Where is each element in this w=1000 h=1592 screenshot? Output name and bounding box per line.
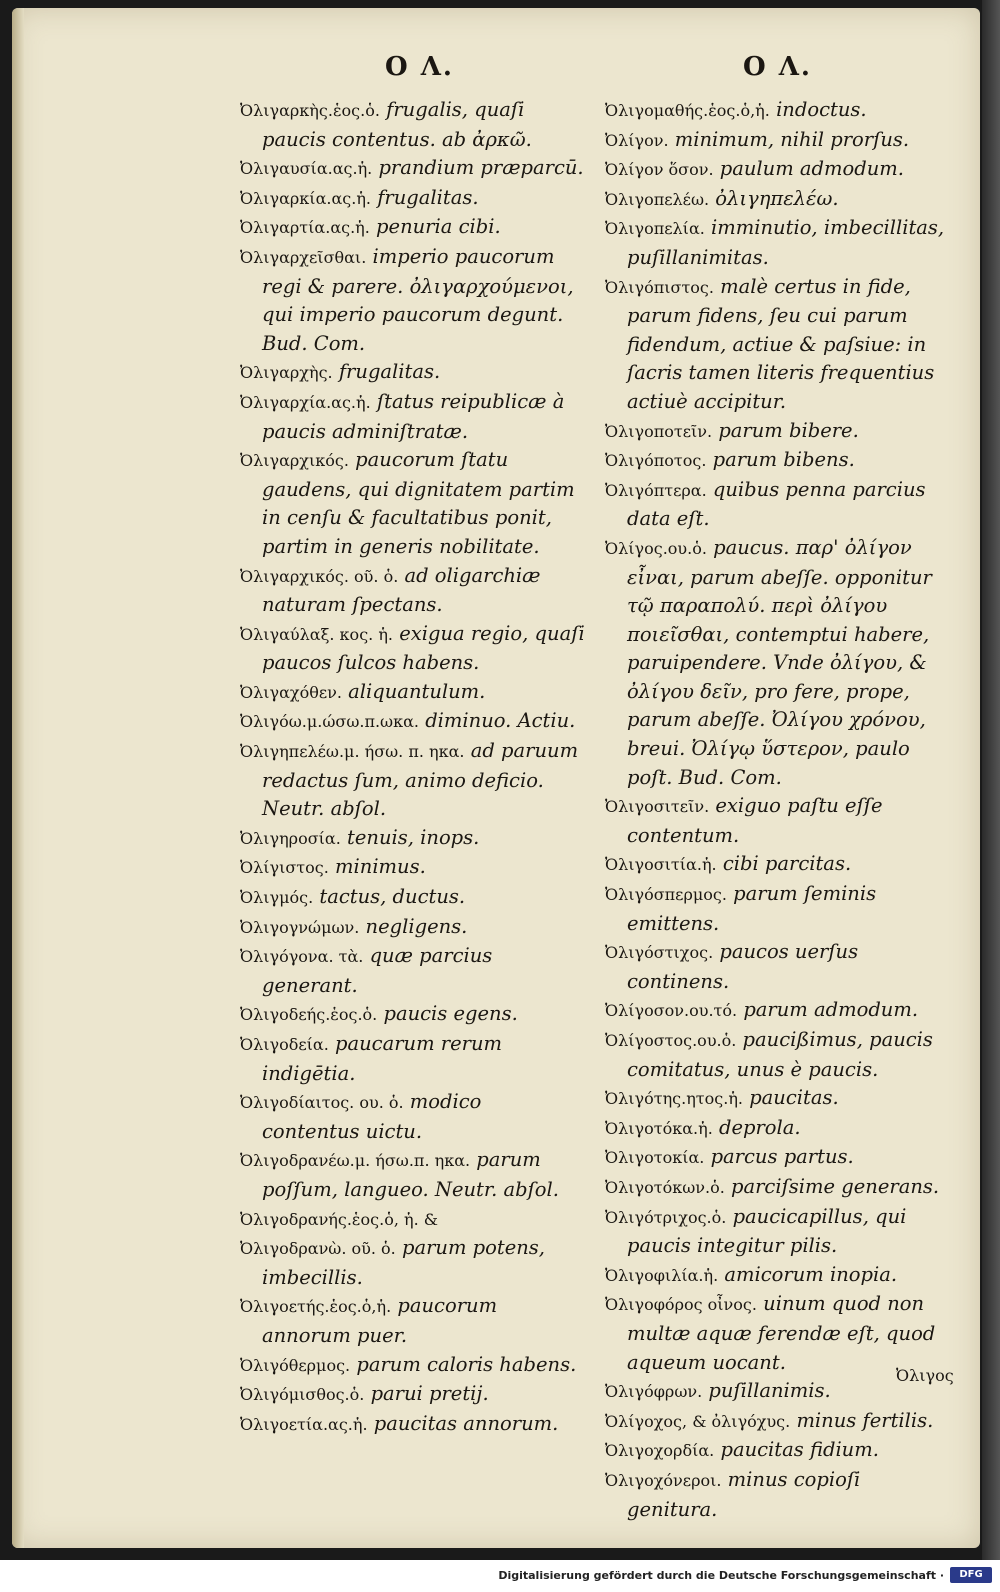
dictionary-entry xyxy=(240,562,585,620)
latin-gloss: puſillanimis. xyxy=(708,1379,831,1403)
latin-gloss: cibi parcitas. xyxy=(722,852,852,876)
latin-gloss: uinum quod non multæ aquæ ferendæ eſt, quod aqueum uocant. xyxy=(627,1292,936,1374)
dictionary-entry xyxy=(240,1380,585,1410)
latin-gloss: indoctus. xyxy=(776,98,867,121)
latin-gloss: parum admodum. xyxy=(743,998,919,1022)
latin-gloss: frugalitas. xyxy=(338,360,441,384)
dictionary-entry xyxy=(605,850,950,880)
greek-headword: Ὀλιγοπελέω. xyxy=(605,189,710,209)
greek-headword: Ὀλιγόγονα. τὰ. xyxy=(240,947,364,967)
greek-headword: Ὀλιγοετής.ἑος.ὁ,ἡ. xyxy=(240,1297,392,1317)
latin-gloss: minimus. xyxy=(335,855,426,879)
greek-headword: Ὀλιγόποτος. xyxy=(605,451,707,471)
latin-gloss: tenuis, inops. xyxy=(347,825,480,849)
greek-headword: Ὀλιγοποτεῖν. xyxy=(605,421,713,441)
greek-headword: Ὀλιγόπτερα. xyxy=(605,480,707,500)
latin-gloss: malè certus in fide, parum fidens, ſeu cui parum fidendum, actiue & paſsiue: in ſacris tamen literis frequentius actiuè accipitur. xyxy=(627,274,935,413)
greek-headword: Ὀλιγαρτία.ας.ἡ. xyxy=(240,218,370,238)
scan-edge xyxy=(982,0,1000,1560)
latin-gloss: paucitas annorum. xyxy=(373,1411,559,1435)
dictionary-entry xyxy=(240,1234,585,1292)
latin-gloss: paucißimus, paucis comitatus, unus è paucis. xyxy=(627,1028,933,1081)
footer-bar xyxy=(0,1560,1000,1592)
greek-headword: Ὀλιγαρχὴς. xyxy=(240,363,333,383)
latin-gloss: parum caloris habens. xyxy=(356,1352,577,1376)
dictionary-entry xyxy=(605,1114,950,1144)
latin-gloss: parum poſſum, langueo. Neutr. abſol. xyxy=(262,1148,559,1201)
dictionary-entry xyxy=(240,243,585,358)
greek-headword: Ὀλίγοστος.ου.ὁ. xyxy=(605,1031,737,1050)
latin-gloss: parui pretij. xyxy=(370,1382,489,1406)
dictionary-entry xyxy=(240,913,585,943)
dictionary-entry xyxy=(605,880,950,938)
greek-headword: Ὀλιγοφιλία.ἡ. xyxy=(605,1265,719,1285)
dictionary-entry xyxy=(605,1203,950,1261)
greek-headword: Ὀλιγογνώμων. xyxy=(240,917,360,937)
greek-headword: Ὀλιγοδίαιτος. ου. ὁ. xyxy=(240,1093,404,1113)
latin-gloss: penuria cibi. xyxy=(376,215,501,239)
latin-gloss: paucarum rerum indigētia. xyxy=(262,1032,503,1085)
greek-headword: Ὀλιγόω.μ.ώσω.π.ωκα. xyxy=(240,712,419,732)
dictionary-entry xyxy=(605,185,950,215)
greek-headword: Ὀλίγος.ου.ὁ. xyxy=(605,538,707,558)
dictionary-entry xyxy=(605,273,950,417)
dictionary-entry xyxy=(240,737,585,824)
dictionary-entry xyxy=(605,938,950,996)
dictionary-entry xyxy=(240,96,585,154)
greek-headword: Ὀλιγότης.ητος.ἡ. xyxy=(605,1089,743,1109)
dictionary-entry xyxy=(605,126,950,156)
latin-gloss: parum bibere. xyxy=(718,418,859,442)
greek-headword: Ὀλίγιστος. xyxy=(240,858,329,878)
dictionary-entry xyxy=(605,155,950,185)
dfg-logo: DFG xyxy=(950,1567,992,1583)
dictionary-entry xyxy=(240,154,585,184)
greek-headword: Ὀλιγόθερμος. xyxy=(240,1355,351,1375)
dictionary-entry xyxy=(605,1407,950,1437)
dictionary-entry xyxy=(605,417,950,447)
dictionary-entry xyxy=(605,996,950,1026)
greek-headword: Ὀλιγοχόνεροι. xyxy=(605,1470,722,1490)
greek-headword: Ὀλιγαρκὴς.ἑος.ὁ. xyxy=(240,101,380,120)
greek-headword: Ὀλιγόστιχος. xyxy=(605,943,714,963)
greek-headword: Ὀλιγομαθής.ἑος.ὁ,ἡ. xyxy=(605,101,770,120)
latin-gloss: negligens. xyxy=(365,914,468,938)
greek-headword: Ὀλιγοδεία. xyxy=(240,1035,329,1054)
page-gutter xyxy=(12,8,24,1548)
latin-gloss: minimum, nihil prorſus. xyxy=(674,127,910,151)
dictionary-entry xyxy=(240,1410,585,1440)
greek-headword: Ὀλιγαρκία.ας.ἡ. xyxy=(240,188,371,208)
greek-headword: Ὀλιγηροσία. xyxy=(240,828,341,848)
latin-gloss: prandium præparcū. xyxy=(378,156,584,180)
greek-headword: Ὀλιγοδρανής.ἑος.ὁ, ἡ. & xyxy=(240,1209,438,1229)
greek-headword: Ὀλιγαρχεῖσθαι. xyxy=(240,247,367,267)
dictionary-entry xyxy=(240,213,585,243)
dictionary-entry xyxy=(240,678,585,708)
dictionary-entry xyxy=(605,96,950,126)
latin-gloss: ad oligarchiæ naturam ſpectans. xyxy=(262,563,541,617)
latin-gloss: paucicapillus, qui paucis integitur pilis. xyxy=(627,1204,907,1258)
greek-headword: Ὀλιγαυσία.ας.ἡ. xyxy=(240,159,373,179)
dictionary-entry xyxy=(605,1084,950,1114)
dictionary-entry xyxy=(605,214,950,272)
greek-headword: Ὀλιγοφόρος οἶνος. xyxy=(605,1295,757,1315)
dictionary-entry xyxy=(605,1290,950,1377)
dictionary-entry xyxy=(605,446,950,476)
dictionary-entry xyxy=(605,1173,950,1203)
dictionary-entry xyxy=(605,1466,950,1524)
latin-gloss: ad paruum redactus ſum, animo deficio. Neutr. abſol. xyxy=(262,739,579,821)
greek-headword: Ὀλιγοχορδία. xyxy=(605,1441,715,1461)
dictionary-entry xyxy=(605,534,950,792)
dictionary-entry xyxy=(240,1292,585,1350)
dictionary-entry xyxy=(240,1088,585,1146)
funding-credit: Digitalisierung gefördert durch die Deutsche Forschungsgemeinschaft · xyxy=(498,1569,944,1582)
greek-headword: Ὀλιγοδεής.ἑος.ὁ. xyxy=(240,1005,378,1025)
latin-gloss: parcus partus. xyxy=(710,1145,854,1169)
greek-headword: Ὀλίγον. xyxy=(605,130,669,150)
dictionary-entry xyxy=(240,388,585,446)
left-column xyxy=(240,96,585,1439)
latin-gloss: paucitas fidium. xyxy=(720,1438,879,1462)
greek-headword: Ὀλιγαρχία.ας.ἡ. xyxy=(240,392,371,412)
latin-gloss: exigua regio, quaſi paucos ſulcos habens. xyxy=(262,621,585,675)
right-column xyxy=(605,96,950,1524)
dictionary-entry xyxy=(240,620,585,678)
catchword: Ὀλιγος xyxy=(896,1366,954,1385)
dictionary-entry xyxy=(240,707,585,737)
latin-gloss: imperio paucorum regi & parere. ὀλιγαρχούμενοι, qui imperio paucorum degunt. Bud. Com. xyxy=(262,244,574,355)
latin-gloss: frugalitas. xyxy=(377,185,479,209)
greek-headword: Ὀλιγοσιτία.ἡ. xyxy=(605,855,717,875)
latin-gloss: diminuo. Actiu. xyxy=(425,709,576,733)
greek-headword: Ὀλιγόπιστος. xyxy=(605,277,714,297)
latin-gloss: parum potens, imbecillis. xyxy=(262,1236,546,1289)
latin-gloss: paulum admodum. xyxy=(719,157,904,181)
latin-gloss: frugalis, quaſi paucis contentus. ab ἀρκῶ. xyxy=(262,98,532,151)
latin-gloss: parum bibens. xyxy=(712,448,855,472)
latin-gloss: deprola. xyxy=(718,1115,801,1139)
dictionary-entry xyxy=(240,1205,585,1235)
latin-gloss: parciſsime generans. xyxy=(731,1174,940,1198)
greek-headword: Ὀλιγότριχος.ὁ. xyxy=(605,1207,727,1227)
latin-gloss: exiguo paſtu eſſe contentum. xyxy=(627,794,883,847)
dictionary-entry xyxy=(605,1026,950,1084)
running-head-left: O Λ. xyxy=(385,52,454,82)
latin-gloss: modico contentus uictu. xyxy=(262,1090,482,1143)
greek-headword: Ὀλιγαρχικός. xyxy=(240,451,349,471)
dictionary-entry xyxy=(240,1000,585,1030)
greek-headword: Ὀλιγοσιτεῖν. xyxy=(605,797,710,817)
dictionary-entry xyxy=(605,476,950,534)
latin-gloss: paucus. παρ' ὀλίγον εἶναι, parum abeſſe. opponitur τῷ παραπολύ. περὶ ὀλίγου ποιεῖσθαι, contemptui habere, paruipendere. Vnde ὀλίγου, & ὀλίγου δεῖν, pro fere, prope, parum abeſſe. Ὀλίγου χρόνου, breui. Ὀλίγῳ ὕστερον, paulo poſt. Bud. Com. xyxy=(627,535,932,789)
latin-gloss: parum ſeminis emittens. xyxy=(627,882,877,935)
greek-headword: Ὀλιγαρχικός. οῦ. ὁ. xyxy=(240,566,399,586)
running-head-right: O Λ. xyxy=(743,52,812,82)
latin-gloss: imminutio, imbecillitas, puſillanimitas. xyxy=(627,216,945,269)
dictionary-entry xyxy=(240,942,585,1000)
latin-gloss: paucis egens. xyxy=(383,1002,518,1026)
latin-gloss: paucorum ſtatu gaudens, qui dignitatem partim in cenſu & facultatibus ponit, partim in generis nobilitate. xyxy=(262,448,575,558)
greek-headword: Ὀλιγόφρων. xyxy=(605,1382,703,1402)
latin-gloss: amicorum inopia. xyxy=(724,1262,898,1286)
greek-headword: Ὀλιγαχόθεν. xyxy=(240,682,342,702)
greek-headword: Ὀλίγον ὅσον. xyxy=(605,160,714,180)
greek-headword: Ὀλίγοχος, & ὀλιγόχυς. xyxy=(605,1411,791,1431)
latin-gloss: paucitas. xyxy=(749,1086,839,1110)
dictionary-entry xyxy=(240,1146,585,1204)
latin-gloss: ὀλιγηπελέω. xyxy=(715,186,839,210)
greek-headword: Ὀλιγμός. xyxy=(240,888,314,908)
latin-gloss: paucos uerſus continens. xyxy=(627,940,859,993)
dictionary-entry xyxy=(240,184,585,214)
dictionary-entry xyxy=(605,1143,950,1173)
dictionary-entry xyxy=(605,1261,950,1291)
greek-headword: Ὀλιγοτόκων.ὁ. xyxy=(605,1177,725,1197)
greek-headword: Ὀλιγοδρανὼ. οῦ. ὁ. xyxy=(240,1239,396,1259)
latin-gloss: ſtatus reipublicæ à paucis adminiſtratæ. xyxy=(262,389,565,443)
greek-headword: Ὀλίγοσον.ου.τό. xyxy=(605,1001,738,1021)
dictionary-entry xyxy=(240,446,585,561)
latin-gloss: quæ parcius generant. xyxy=(262,944,493,997)
greek-headword: Ὀλιγοτοκία. xyxy=(605,1148,705,1168)
latin-gloss: tactus, ductus. xyxy=(319,885,466,909)
greek-headword: Ὀλιγόσπερμος. xyxy=(605,885,727,905)
dictionary-entry xyxy=(240,883,585,913)
latin-gloss: aliquantulum. xyxy=(348,679,486,703)
greek-headword: Ὀλιγηπελέω.μ. ήσω. π. ηκα. xyxy=(240,742,465,762)
dictionary-entry xyxy=(240,358,585,388)
latin-gloss: quibus penna parcius data eſt. xyxy=(627,477,926,531)
dictionary-entry xyxy=(605,792,950,850)
greek-headword: Ὀλιγαύλαξ. κος. ἡ. xyxy=(240,624,393,644)
greek-headword: Ὀλιγοδρανέω.μ. ήσω.π. ηκα. xyxy=(240,1151,471,1171)
greek-headword: Ὀλιγόμισθος.ὁ. xyxy=(240,1385,365,1405)
dictionary-entry xyxy=(240,853,585,883)
greek-headword: Ὀλιγοπελία. xyxy=(605,219,705,239)
dictionary-entry xyxy=(605,1436,950,1466)
greek-headword: Ὀλιγοτόκα.ἡ. xyxy=(605,1118,713,1138)
latin-gloss: paucorum annorum puer. xyxy=(262,1294,498,1347)
dictionary-entry xyxy=(240,1030,585,1088)
greek-headword: Ὀλιγοετία.ας.ἡ. xyxy=(240,1414,368,1434)
latin-gloss: minus fertilis. xyxy=(796,1408,934,1432)
dictionary-entry xyxy=(240,824,585,854)
dictionary-entry xyxy=(240,1351,585,1381)
latin-gloss: minus copioſi genitura. xyxy=(627,1467,861,1521)
